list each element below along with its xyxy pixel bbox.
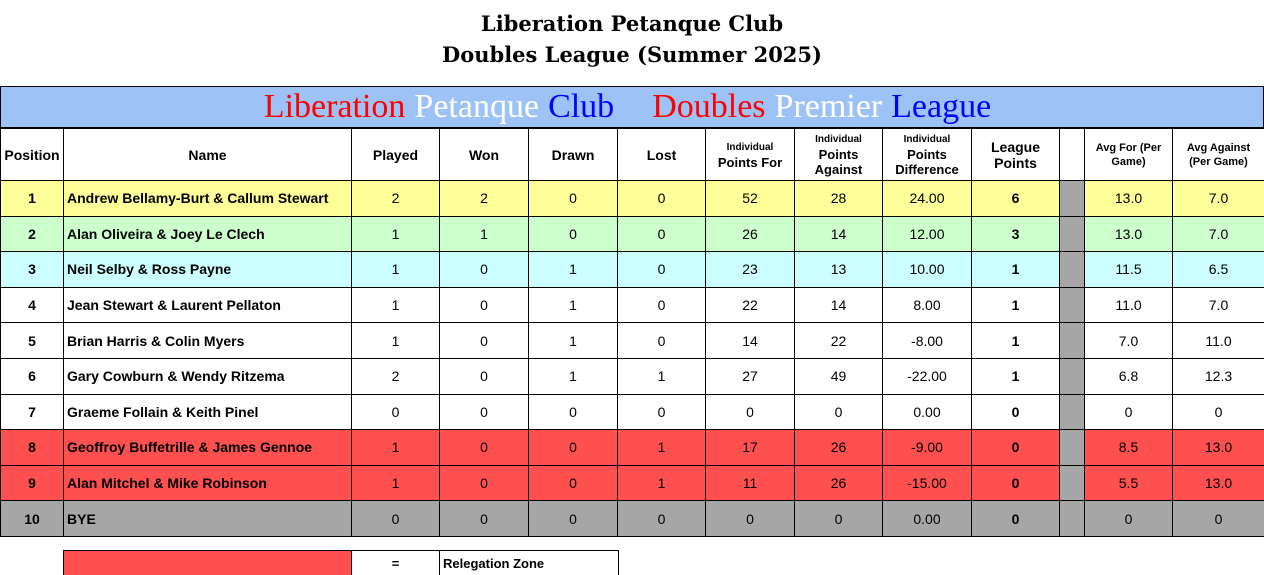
cell-name: Alan Oliveira & Joey Le Clech — [64, 216, 352, 252]
league-banner — [0, 86, 1264, 128]
league-table — [0, 128, 1264, 537]
cell-points-for: 23 — [706, 252, 795, 288]
cell-avg-for: 11.5 — [1085, 252, 1173, 288]
header-points-difference — [883, 129, 972, 181]
cell-won: 0 — [440, 252, 529, 288]
cell-difference: -8.00 — [883, 323, 972, 359]
cell-won: 0 — [440, 323, 529, 359]
cell-played: 1 — [352, 252, 440, 288]
cell-points-for: 0 — [706, 501, 795, 537]
cell-points-for: 17 — [706, 430, 795, 466]
header-avg-for-bottom: Game) — [1111, 155, 1146, 168]
cell-name: Andrew Bellamy-Burt & Callum Stewart — [64, 181, 352, 217]
cell-played: 1 — [352, 287, 440, 323]
cell-played: 2 — [352, 358, 440, 394]
table-row — [1, 465, 1264, 501]
cell-points-against: 14 — [795, 216, 883, 252]
header-played: Played — [352, 129, 440, 181]
banner-word: Doubles — [652, 88, 766, 125]
cell-drawn: 1 — [529, 358, 618, 394]
relegation-swatch — [64, 551, 352, 575]
cell-points-against: 28 — [795, 181, 883, 217]
cell-name: Brian Harris & Colin Myers — [64, 323, 352, 359]
cell-avg-for: 7.0 — [1085, 323, 1173, 359]
cell-league-points: 0 — [972, 501, 1060, 537]
cell-difference: 24.00 — [883, 181, 972, 217]
legend-equals: = — [352, 551, 440, 575]
legend — [63, 550, 619, 575]
cell-played: 0 — [352, 394, 440, 430]
cell-avg-against: 0 — [1173, 394, 1264, 430]
header-won: Won — [440, 129, 529, 181]
cell-difference: -9.00 — [883, 430, 972, 466]
cell-points-for: 14 — [706, 323, 795, 359]
separator-cell — [1060, 465, 1085, 501]
cell-avg-against: 12.3 — [1173, 358, 1264, 394]
cell-league-points: 1 — [972, 358, 1060, 394]
header-lost: Lost — [618, 129, 706, 181]
cell-played: 1 — [352, 465, 440, 501]
separator-cell — [1060, 394, 1085, 430]
cell-position: 1 — [1, 181, 64, 217]
separator-cell — [1060, 216, 1085, 252]
cell-league-points: 0 — [972, 465, 1060, 501]
cell-difference: 12.00 — [883, 216, 972, 252]
cell-name: Geoffroy Buffetrille & James Gennoe — [64, 430, 352, 466]
table-row — [1, 358, 1264, 394]
cell-name: Graeme Follain & Keith Pinel — [64, 394, 352, 430]
cell-difference: 0.00 — [883, 394, 972, 430]
cell-position: 6 — [1, 358, 64, 394]
cell-name: Jean Stewart & Laurent Pellaton — [64, 287, 352, 323]
separator-cell — [1060, 252, 1085, 288]
cell-points-against: 14 — [795, 287, 883, 323]
cell-avg-for: 13.0 — [1085, 216, 1173, 252]
cell-points-against: 0 — [795, 501, 883, 537]
cell-lost: 0 — [618, 394, 706, 430]
cell-name: Gary Cowburn & Wendy Ritzema — [64, 358, 352, 394]
cell-lost: 0 — [618, 323, 706, 359]
header-row — [1, 129, 1264, 181]
cell-avg-against: 7.0 — [1173, 216, 1264, 252]
cell-avg-against: 7.0 — [1173, 287, 1264, 323]
cell-points-for: 26 — [706, 216, 795, 252]
header-points-against — [795, 129, 883, 181]
cell-position: 4 — [1, 287, 64, 323]
cell-lost: 1 — [618, 430, 706, 466]
cell-played: 0 — [352, 501, 440, 537]
cell-avg-for: 0 — [1085, 501, 1173, 537]
table-body — [1, 181, 1264, 537]
table-row — [1, 430, 1264, 466]
cell-drawn: 0 — [529, 216, 618, 252]
cell-drawn: 1 — [529, 252, 618, 288]
header-points-for — [706, 129, 795, 181]
cell-lost: 0 — [618, 216, 706, 252]
header-position: Position — [1, 129, 64, 181]
header-drawn: Drawn — [529, 129, 618, 181]
cell-drawn: 0 — [529, 181, 618, 217]
cell-drawn: 0 — [529, 394, 618, 430]
banner-word: Petanque — [414, 88, 540, 125]
cell-lost: 0 — [618, 181, 706, 217]
cell-difference: -22.00 — [883, 358, 972, 394]
cell-league-points: 0 — [972, 394, 1060, 430]
cell-name: BYE — [64, 501, 352, 537]
separator-cell — [1060, 181, 1085, 217]
cell-drawn: 0 — [529, 465, 618, 501]
cell-won: 1 — [440, 216, 529, 252]
cell-lost: 0 — [618, 252, 706, 288]
separator-cell — [1060, 430, 1085, 466]
cell-avg-for: 8.5 — [1085, 430, 1173, 466]
cell-points-against: 13 — [795, 252, 883, 288]
cell-avg-against: 6.5 — [1173, 252, 1264, 288]
header-points-against-mid: Points — [818, 147, 859, 162]
cell-difference: -15.00 — [883, 465, 972, 501]
cell-drawn: 1 — [529, 323, 618, 359]
cell-points-for: 22 — [706, 287, 795, 323]
cell-lost: 0 — [618, 287, 706, 323]
header-points-for-bottom: Points For — [717, 154, 783, 170]
header-league-points-top: League — [990, 138, 1040, 155]
banner-word: Club — [548, 88, 615, 125]
cell-lost: 1 — [618, 358, 706, 394]
cell-points-against: 26 — [795, 465, 883, 501]
header-league-points — [972, 129, 1060, 181]
cell-league-points: 6 — [972, 181, 1060, 217]
cell-league-points: 3 — [972, 216, 1060, 252]
cell-league-points: 1 — [972, 323, 1060, 359]
separator-cell — [1060, 358, 1085, 394]
separator-column — [1060, 129, 1085, 181]
header-avg-for-top: Avg For (Per — [1095, 141, 1162, 154]
header-avg-for — [1085, 129, 1173, 181]
cell-name: Neil Selby & Ross Payne — [64, 252, 352, 288]
cell-position: 2 — [1, 216, 64, 252]
table-row — [1, 287, 1264, 323]
cell-drawn: 1 — [529, 287, 618, 323]
cell-avg-against: 13.0 — [1173, 465, 1264, 501]
cell-avg-against: 11.0 — [1173, 323, 1264, 359]
cell-avg-against: 0 — [1173, 501, 1264, 537]
banner-word: Premier — [774, 88, 883, 125]
cell-position: 3 — [1, 252, 64, 288]
header-points-difference-bottom: Difference — [895, 162, 959, 177]
cell-lost: 1 — [618, 465, 706, 501]
cell-avg-for: 13.0 — [1085, 181, 1173, 217]
cell-drawn: 0 — [529, 430, 618, 466]
header-points-against-bottom: Against — [814, 162, 863, 177]
cell-league-points: 1 — [972, 287, 1060, 323]
page-title — [0, 8, 1264, 70]
table-row — [1, 323, 1264, 359]
cell-difference: 8.00 — [883, 287, 972, 323]
cell-won: 0 — [440, 287, 529, 323]
cell-avg-for: 6.8 — [1085, 358, 1173, 394]
cell-lost: 0 — [618, 501, 706, 537]
cell-played: 1 — [352, 430, 440, 466]
cell-difference: 0.00 — [883, 501, 972, 537]
header-avg-against-bottom: (Per Game) — [1189, 155, 1248, 168]
cell-position: 9 — [1, 465, 64, 501]
cell-points-against: 0 — [795, 394, 883, 430]
header-avg-against — [1173, 129, 1264, 181]
cell-drawn: 0 — [529, 501, 618, 537]
cell-won: 0 — [440, 430, 529, 466]
cell-points-against: 49 — [795, 358, 883, 394]
header-avg-against-top: Avg Against — [1186, 141, 1251, 154]
table-row — [1, 394, 1264, 430]
cell-points-for: 0 — [706, 394, 795, 430]
cell-points-for: 52 — [706, 181, 795, 217]
table-row — [1, 501, 1264, 537]
table-row — [1, 252, 1264, 288]
cell-won: 2 — [440, 181, 529, 217]
cell-avg-against: 7.0 — [1173, 181, 1264, 217]
cell-points-against: 26 — [795, 430, 883, 466]
cell-avg-for: 0 — [1085, 394, 1173, 430]
cell-league-points: 1 — [972, 252, 1060, 288]
legend-label: Relegation Zone — [443, 556, 545, 571]
cell-avg-for: 5.5 — [1085, 465, 1173, 501]
header-points-against-top: Individual — [815, 134, 862, 145]
cell-won: 0 — [440, 358, 529, 394]
header-league-points-bottom: Points — [994, 154, 1037, 171]
cell-avg-for: 11.0 — [1085, 287, 1173, 323]
header-points-difference-top: Individual — [903, 134, 951, 145]
banner-word: Liberation — [263, 88, 406, 125]
cell-played: 2 — [352, 181, 440, 217]
page-title-line-2: Doubles League (Summer 2025) — [442, 42, 822, 67]
header-name: Name — [64, 129, 352, 181]
cell-played: 1 — [352, 216, 440, 252]
page-title-line-1: Liberation Petanque Club — [480, 11, 784, 36]
separator-cell — [1060, 287, 1085, 323]
cell-position: 5 — [1, 323, 64, 359]
cell-points-for: 11 — [706, 465, 795, 501]
separator-cell — [1060, 501, 1085, 537]
cell-avg-against: 13.0 — [1173, 430, 1264, 466]
cell-played: 1 — [352, 323, 440, 359]
cell-won: 0 — [440, 394, 529, 430]
separator-cell — [1060, 323, 1085, 359]
header-points-difference-mid: Points — [907, 147, 947, 162]
table-row — [1, 216, 1264, 252]
cell-points-against: 22 — [795, 323, 883, 359]
cell-points-for: 27 — [706, 358, 795, 394]
cell-name: Alan Mitchel & Mike Robinson — [64, 465, 352, 501]
header-points-for-top: Individual — [726, 141, 774, 153]
cell-league-points: 0 — [972, 430, 1060, 466]
cell-difference: 10.00 — [883, 252, 972, 288]
cell-won: 0 — [440, 501, 529, 537]
cell-position: 8 — [1, 430, 64, 466]
banner-word: League — [891, 88, 992, 125]
table-row — [1, 181, 1264, 217]
cell-won: 0 — [440, 465, 529, 501]
cell-position: 10 — [1, 501, 64, 537]
cell-position: 7 — [1, 394, 64, 430]
